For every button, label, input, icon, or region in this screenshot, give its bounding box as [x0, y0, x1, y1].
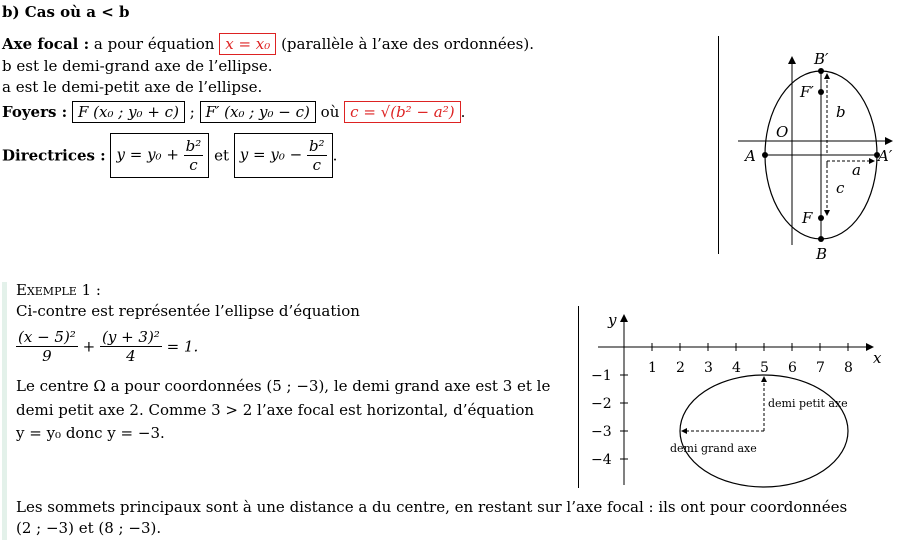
eq-rhs: = 1. — [166, 337, 199, 356]
axe-focal-line — [2, 33, 534, 55]
eq-den-1: 9 — [42, 347, 52, 365]
x-tick-label: 1 — [648, 360, 657, 376]
focus-f-prime: F′ (x₀ ; y₀ − c) — [200, 101, 316, 123]
example-text-1: Le centre Ω a pour coordonnées (5 ; −3), le demi grand axe est 3 et le — [16, 377, 551, 395]
eq-fraction-1 — [16, 328, 78, 365]
point-f — [818, 215, 824, 221]
eq-den-2: 4 — [126, 347, 136, 365]
y-tick-label: −4 — [591, 452, 612, 468]
directrix-1-fraction — [184, 137, 204, 174]
directrices-line — [2, 133, 337, 178]
point-b-prime — [818, 68, 824, 74]
directrix-2-lhs: y = y₀ − — [239, 145, 303, 164]
c-formula: c = √(b² − a²) — [344, 101, 460, 123]
x-tick-label: 7 — [816, 360, 825, 376]
frac-den: c — [189, 156, 198, 174]
example-line1: Ci-contre est représentée l’ellipse d’équation — [16, 302, 360, 320]
y-tick-label: −2 — [591, 396, 612, 412]
focus-f: F (x₀ ; y₀ + c) — [72, 101, 185, 123]
horizontal-ellipse-figure — [585, 305, 895, 490]
eq-num-2: (y + 3)² — [101, 328, 160, 346]
section-title: b) Cas où a < b — [2, 3, 130, 21]
label-a: A — [745, 147, 756, 165]
point-f-prime — [818, 89, 824, 95]
example-accent-bar — [2, 282, 7, 540]
directrix-1-lhs: y = y₀ + — [116, 145, 179, 164]
foyers-where: où — [320, 103, 340, 121]
frac-num: b² — [185, 137, 202, 155]
directrix-2 — [234, 133, 333, 178]
axe-focal-label: Axe focal : — [2, 35, 90, 53]
y-tick-label: −1 — [591, 368, 612, 384]
x-tick-label: 4 — [732, 360, 741, 376]
label-o: O — [776, 123, 789, 141]
x-tick-label: 2 — [676, 360, 685, 376]
fig2-y-ticks — [591, 368, 628, 468]
label-f: F — [802, 209, 813, 227]
foyers-sep: ; — [189, 103, 195, 121]
example-text-3: y = y₀ donc y = −3. — [16, 424, 165, 442]
figure-separator — [718, 36, 719, 254]
x-tick-label: 6 — [788, 360, 797, 376]
foyers-label: Foyers : — [2, 103, 68, 121]
a-definition: a est le demi-petit axe de l’ellipse. — [2, 78, 263, 96]
example-figure-separator — [578, 306, 579, 488]
label-a-prime: A′ — [878, 147, 893, 165]
x-tick-label: 8 — [844, 360, 853, 376]
eq-plus: + — [82, 337, 96, 356]
directrices-and: et — [214, 146, 229, 165]
x-tick-label: 5 — [760, 360, 769, 376]
label-b-bottom: B — [816, 245, 828, 263]
directrix-2-fraction — [307, 137, 327, 174]
directrices-end: . — [332, 146, 338, 165]
example-heading: Exemple 1 : — [16, 281, 101, 299]
point-a — [762, 152, 768, 158]
label-f-prime: F′ — [800, 83, 814, 101]
label-a-small: a — [852, 161, 861, 179]
vertical-ellipse-figure — [730, 45, 900, 270]
label-c: c — [836, 179, 845, 197]
axe-focal-pre: a pour équation — [93, 35, 215, 53]
y-tick-label: −3 — [591, 424, 612, 440]
example-bottom-2: (2 ; −3) et (8 ; −3). — [16, 519, 162, 537]
x-tick-label: 3 — [704, 360, 713, 376]
foyers-line — [2, 101, 465, 123]
example-bottom-1: Les sommets principaux sont à une distance a du centre, en restant sur l’axe focal : ils ont pour coordonnées — [16, 498, 848, 516]
label-b: b — [836, 103, 846, 121]
label-b-prime: B′ — [814, 50, 829, 68]
point-b — [818, 236, 824, 242]
fig2-x-label: x — [873, 349, 882, 367]
foyers-end: . — [460, 103, 466, 121]
frac-den: c — [312, 156, 321, 174]
eq-num-1: (x − 5)² — [18, 328, 76, 346]
directrix-1 — [110, 133, 209, 178]
fig2-x-ticks — [648, 343, 853, 376]
directrices-label: Directrices : — [2, 146, 106, 165]
fig2-demi-grand-label: demi grand axe — [670, 442, 757, 455]
b-definition: b est le demi-grand axe de l’ellipse. — [2, 57, 273, 75]
example-equation — [16, 328, 198, 365]
axe-focal-post: (parallèle à l’axe des ordonnées). — [281, 35, 534, 53]
example-text-2: demi petit axe 2. Comme 3 > 2 l’axe focal est horizontal, d’équation — [16, 401, 535, 419]
axe-focal-equation: x = x₀ — [219, 33, 276, 55]
fig2-demi-petit-label: demi petit axe — [768, 397, 848, 410]
frac-num: b² — [308, 137, 325, 155]
fig2-y-label: y — [608, 311, 617, 329]
eq-fraction-2 — [100, 328, 162, 365]
